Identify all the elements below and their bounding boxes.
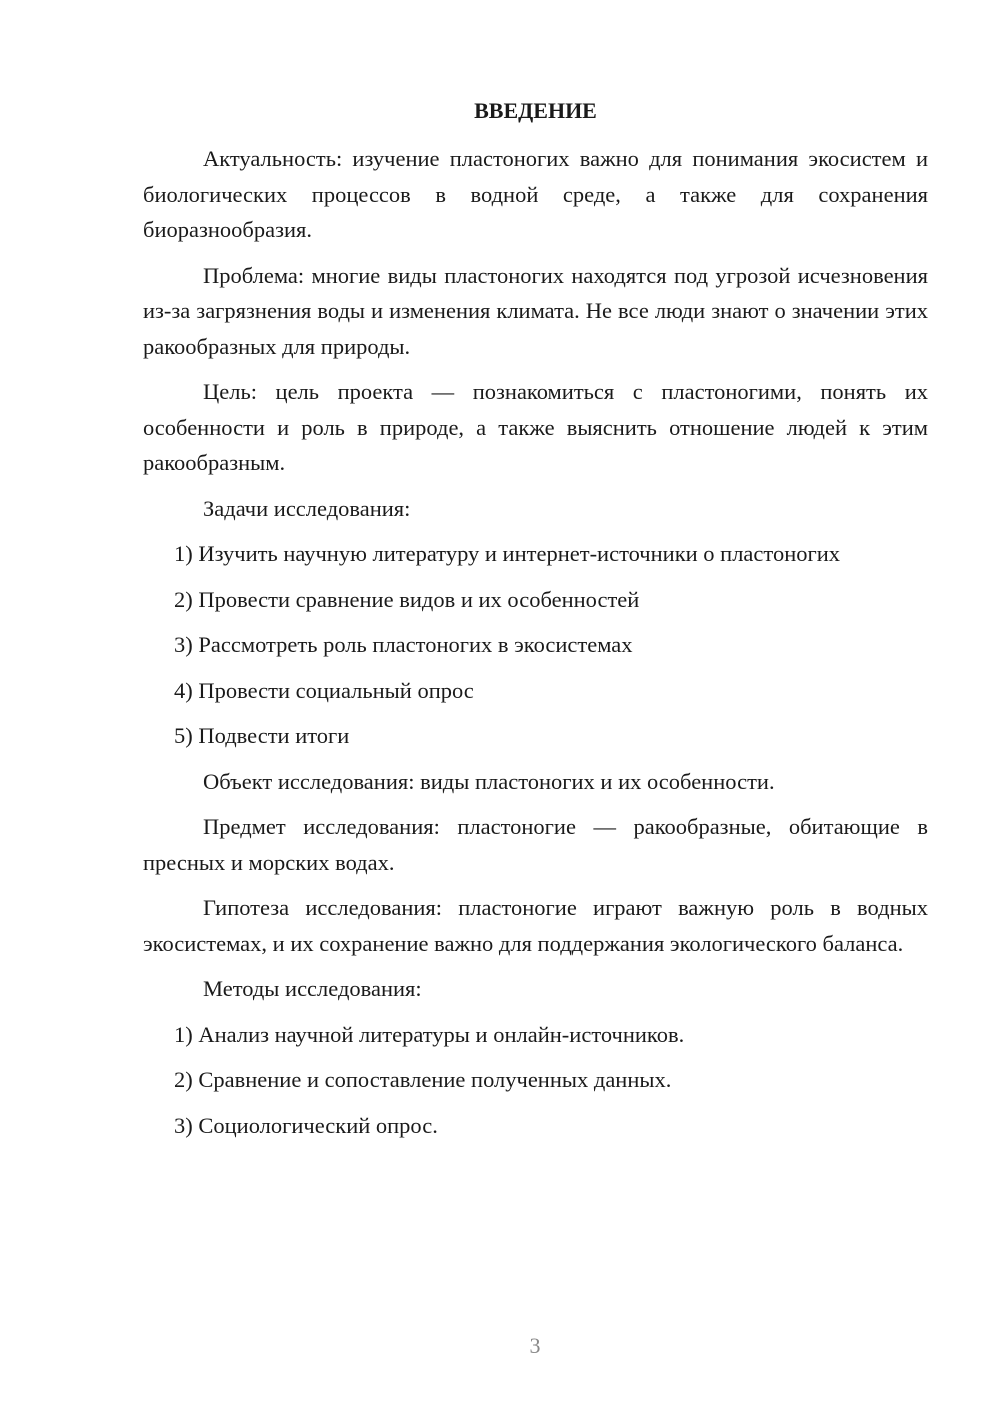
tasks-list [143, 536, 928, 754]
list-item: 5) Подвести итоги [174, 723, 350, 748]
page-content [143, 93, 928, 1153]
methods-label: Методы исследования: [203, 976, 422, 1001]
list-item: 4) Провести социальный опрос [174, 677, 474, 703]
list-item: 2) Сравнение и сопоставление полученных данных. [174, 1067, 672, 1092]
methods-list [143, 1017, 928, 1144]
list-item: 1) Анализ научной литературы и онлайн-источников. [174, 1021, 685, 1047]
list-item: 1) Изучить научную литературу и интернет-источники о пластоногих [174, 541, 841, 566]
object-paragraph: Объект исследования: виды пластоногих и их особенности. [203, 768, 775, 794]
subject-paragraph: Предмет исследования: пластоногие — ракообразные, обитающие в пресных и морских водах. [143, 814, 928, 875]
tasks-label: Задачи исследования: [203, 495, 411, 521]
page-number: 3 [529, 1333, 541, 1358]
list-item: 3) Социологический опрос. [174, 1112, 438, 1138]
list-item: 2) Провести сравнение видов и их особенностей [174, 586, 640, 612]
list-item: 3) Рассмотреть роль пластоногих в экосистемах [174, 632, 633, 657]
problem-paragraph: Проблема: многие виды пластоногих находятся под угрозой исчезновения из-за загрязнения воды и изменения климата. Не все люди знают о значении этих ракообразных для природы. [143, 262, 928, 359]
goal-paragraph: Цель: цель проекта — познакомиться с пластоногими, понять их особенности и роль в природе, а также выяснить отношение людей к этим ракообразным. [143, 379, 928, 475]
actuality-paragraph: Актуальность: изучение пластоногих важно для понимания экосистем и биологических процессов в водной среде, а также для сохранения биоразнообразия. [143, 146, 928, 242]
section-heading: ВВЕДЕНИЕ [474, 98, 597, 123]
hypothesis-paragraph: Гипотеза исследования: пластоногие играют важную роль в водных экосистемах, и их сохранение важно для поддержания экологического баланса. [143, 895, 928, 956]
